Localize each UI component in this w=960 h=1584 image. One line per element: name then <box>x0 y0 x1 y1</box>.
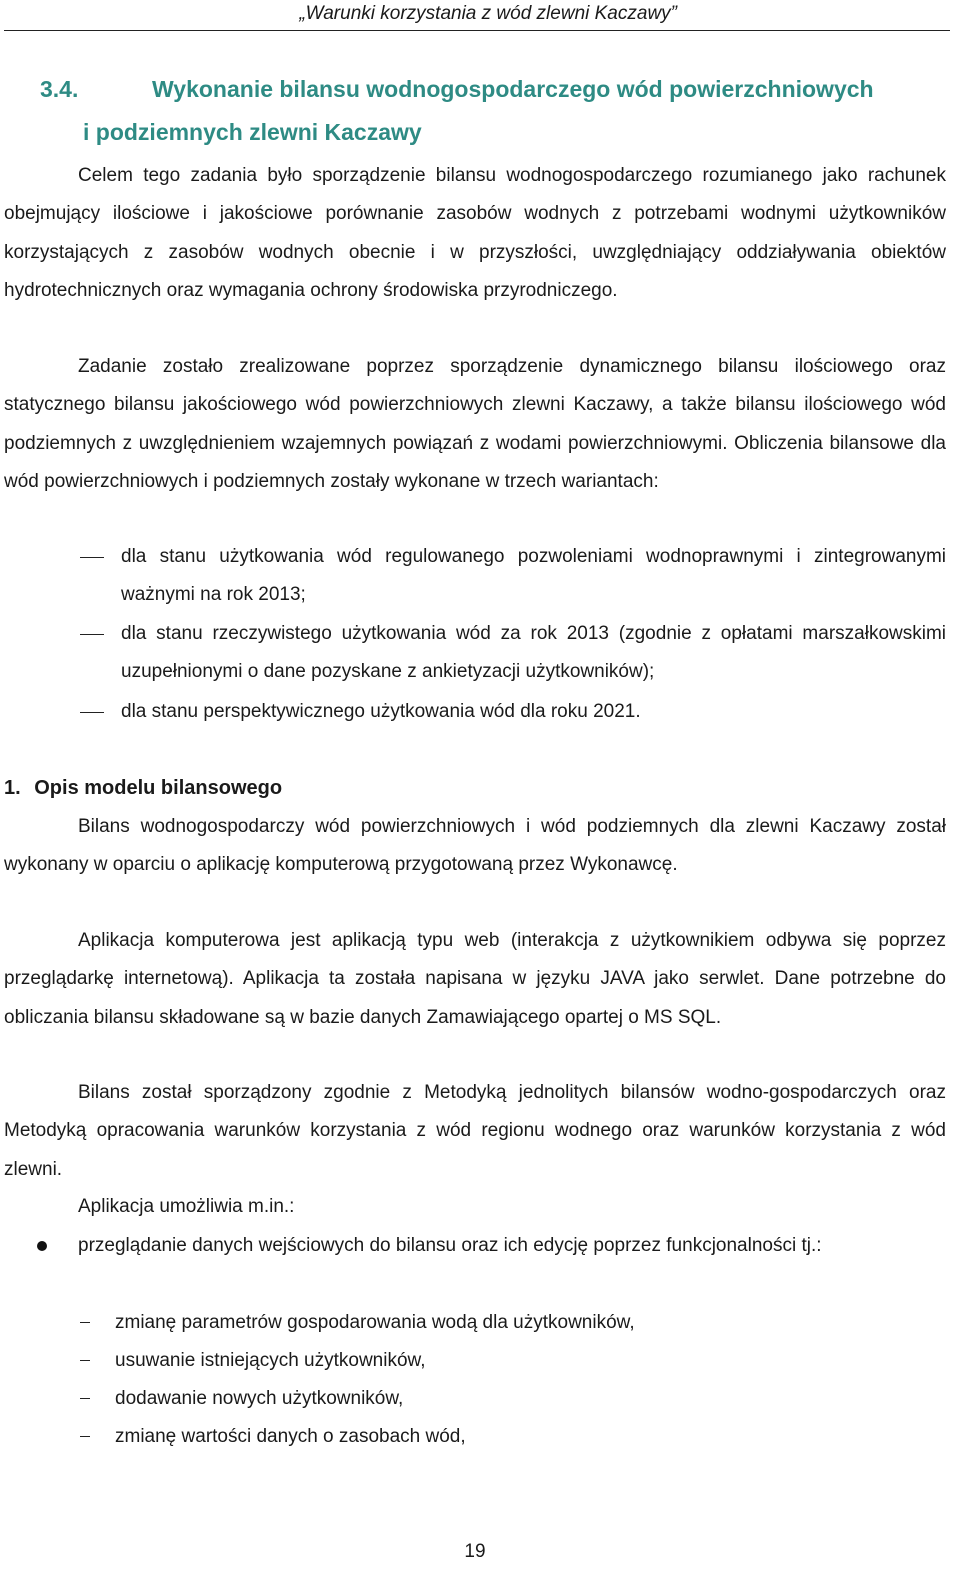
model-paragraph-4: Aplikacja umożliwia m.in.: <box>78 1196 295 1217</box>
page-number: 19 <box>464 1541 486 1562</box>
dash-marker <box>80 1360 90 1361</box>
subsection-heading <box>4 769 282 807</box>
dash-marker <box>80 712 104 713</box>
section-heading <box>40 69 950 159</box>
subsection-title: Opis modelu bilansowego <box>34 777 283 799</box>
model-paragraph-1: Bilans wodnogospodarczy wód powierzchniowych i wód podziemnych dla zlewni Kaczawy został wykonany w oparciu o aplikację komputerową przygotowaną przez Wykonawcę. <box>4 816 946 876</box>
header-title: „Warunki korzystania z wód zlewni Kaczawy” <box>299 3 677 24</box>
dash-marker <box>80 634 104 635</box>
dash-marker <box>80 1436 90 1437</box>
sub-list-item: dodawanie nowych użytkowników, <box>115 1388 404 1409</box>
scope-paragraph: Zadanie zostało zrealizowane poprzez sporządzenie dynamicznego bilansu ilościowego oraz statycznego bilansu jakościowego wód powierzchniowych zlewni Kaczawy, a także bilansu ilościowego wód podziemnych z uwzględnieniem wzajemnych powiązań z wodami powierzchniowymi. Obliczenia bilansowe dla wód powierzchniowych i podziemnych zostały wykonane w trzech wariantach: <box>4 356 946 493</box>
dash-marker <box>80 1398 90 1399</box>
model-paragraph-2: Aplikacja komputerowa jest aplikacją typu web (interakcja z użytkownikiem odbywa się poprzez przeglądarkę internetową). Aplikacja ta została napisana w języku JAVA jako serwlet. Dane potrzebne do obliczania bilansu składowane są w bazie danych Zamawiającego opartej o MS SQL. <box>4 930 946 1028</box>
variant-item-1: dla stanu użytkowania wód regulowanego pozwoleniami wodnoprawnymi i zintegrowanymi ważnymi na rok 2013; <box>121 546 946 606</box>
dash-marker <box>80 1322 90 1323</box>
sub-list-item: zmianę wartości danych o zasobach wód, <box>115 1426 466 1447</box>
dash-marker <box>80 557 104 558</box>
sub-list-item: usuwanie istniejących użytkowników, <box>115 1350 426 1371</box>
model-paragraph-3: Bilans został sporządzony zgodnie z Metodyką jednolitych bilansów wodno-gospodarczych oraz Metodyką opracowania warunków korzystania z wód regionu wodnego oraz warunków korzystania z wód zlewni. <box>4 1082 946 1180</box>
subsection-number: 1. <box>4 777 21 799</box>
variant-item-2: dla stanu rzeczywistego użytkowania wód za rok 2013 (zgodnie z opłatami marszałkowskimi uzupełnionymi o dane pozyskane z ankietyzacji użytkowników); <box>121 623 946 683</box>
section-title-line1: Wykonanie bilansu wodnogospodarczego wód powierzchniowych <box>152 76 874 102</box>
intro-paragraph: Celem tego zadania było sporządzenie bilansu wodnogospodarczego rozumianego jako rachunek obejmujący ilościowe i jakościowe porównanie zasobów wodnych z potrzebami wodnymi użytkowników korzystających z zasobów wodnych obecnie i w przyszłości, uwzględniający oddziaływania obiektów hydrotechnicznych oraz wymagania ochrony środowiska przyrodniczego. <box>4 165 946 302</box>
section-number: 3.4. <box>40 76 79 102</box>
header-divider <box>4 30 950 31</box>
section-title-line2: i podziemnych zlewni Kaczawy <box>83 119 422 145</box>
variant-item-3: dla stanu perspektywicznego użytkowania wód dla roku 2021. <box>121 701 641 722</box>
sub-list-item: zmianę parametrów gospodarowania wodą dla użytkowników, <box>115 1312 635 1333</box>
bullet-item: przeglądanie danych wejściowych do bilansu oraz ich edycję poprzez funkcjonalności tj.: <box>78 1235 822 1256</box>
bullet-icon <box>37 1241 47 1251</box>
